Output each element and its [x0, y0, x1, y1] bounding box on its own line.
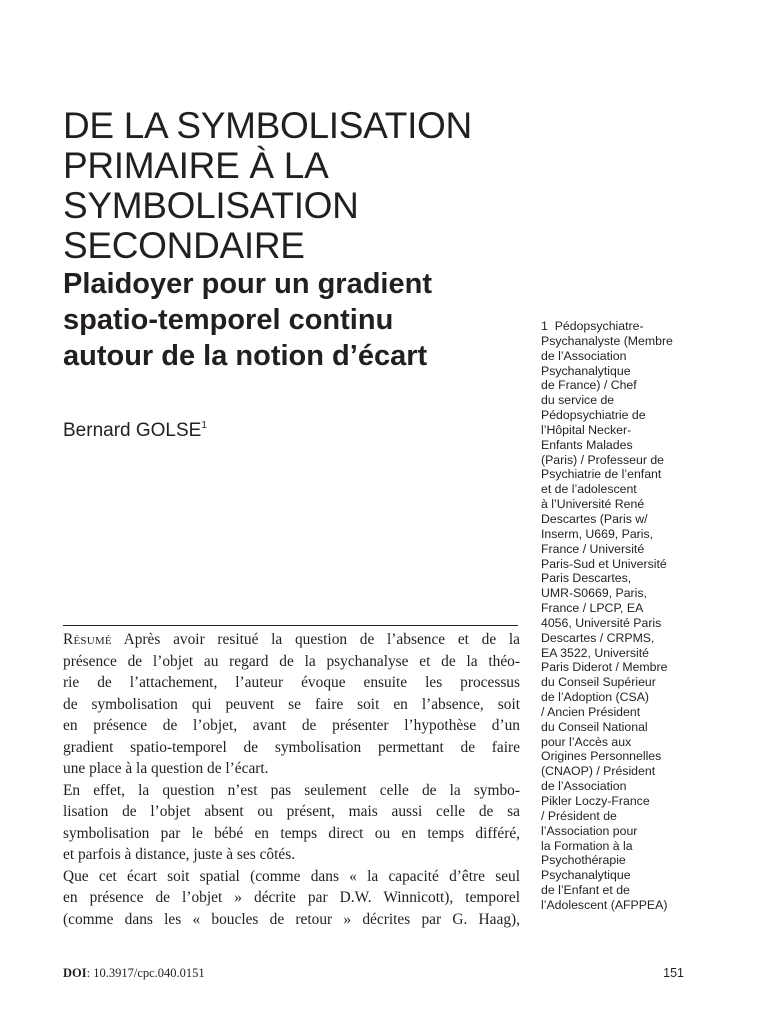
footnote-line: la Formation à la: [541, 838, 633, 853]
footnote-line: UMR-S0669, Paris,: [541, 586, 647, 601]
abstract-text: Après avoir resitué la question de l’absence et de la: [123, 631, 520, 648]
abstract-line: gradient spatio-temporel de symbolisation permettant de faire: [63, 738, 520, 756]
footnote-line: l’Association pour: [541, 823, 638, 838]
footnote-line: de France) / Chef: [541, 378, 637, 393]
footnote-line: l’Adolescent (AFPPEA): [541, 897, 668, 912]
title-line: PRIMAIRE À LA: [63, 145, 329, 186]
title-line: SECONDAIRE: [63, 225, 305, 266]
footnote-line: Paris Diderot / Membre: [541, 660, 668, 675]
footnote-line: du Conseil National: [541, 719, 648, 734]
footnote-marker: 1: [201, 420, 207, 431]
abstract-line: Que cet écart soit spatial (comme dans « la capacité d’être seul: [63, 867, 520, 885]
footnote-line: France / Université: [541, 541, 645, 556]
abstract-line: [63, 629, 520, 651]
footnote-number: 1: [541, 319, 548, 333]
subtitle-line: Plaidoyer pour un gradient: [63, 268, 432, 300]
footnote-text: Pédopsychiatre-: [554, 319, 644, 333]
article-subtitle: [63, 266, 533, 374]
footnote-line: France / LPCP, EA: [541, 601, 644, 616]
footnote-line: (Paris) / Professeur de: [541, 452, 665, 467]
abstract-line: rie de l’attachement, l’auteur évoque ensuite les processus: [63, 674, 520, 691]
footnote-line: à l’Université René: [541, 497, 645, 512]
footnote-line: Pédopsychiatrie de: [541, 408, 646, 423]
subtitle-line: autour de la notion d’écart: [63, 340, 428, 372]
abstract-line: présence de l’objet au regard de la psychanalyse et de la théo-: [63, 652, 520, 670]
footnote-line: / Ancien Président: [541, 704, 641, 719]
article-title: [63, 106, 533, 266]
footnote-line: Pikler Loczy-France: [541, 794, 650, 808]
footnote-line: de l’Association: [541, 779, 627, 794]
footnote-line: Psychanalyste (Membre: [541, 333, 673, 348]
abstract-divider: [63, 625, 518, 626]
footnote-line: / Président de: [541, 808, 617, 823]
footnote-line: Paris Descartes,: [541, 571, 632, 586]
footnote-line: du Conseil Supérieur: [541, 675, 656, 690]
author: [63, 414, 207, 443]
footnote-line: Descartes / CRPMS,: [541, 630, 655, 645]
doi-label: DOI: [63, 966, 87, 980]
footnote-line: et de l’adolescent: [541, 482, 637, 497]
subtitle-line: spatio-temporel continu: [63, 304, 394, 336]
abstract-line: une place à la question de l’écart.: [63, 760, 269, 777]
footnote-line: de l’Enfant et de: [541, 883, 630, 898]
title-line: SYMBOLISATION: [63, 185, 359, 226]
footnote-line: Paris-Sud et Université: [541, 556, 667, 571]
abstract-line: et parfois à distance, juste à ses côtés.: [63, 846, 296, 863]
page-number: 151: [663, 966, 684, 980]
footnote-line: de l’Adoption (CSA): [541, 690, 649, 705]
abstract: [63, 629, 520, 930]
footnote-line: EA 3522, Université: [541, 645, 649, 660]
abstract-line: de symbolisation qui peuvent se faire soit en l’absence, soit: [63, 695, 520, 713]
footnote-line: Psychanalytique: [541, 868, 631, 883]
footnote-line: Psychiatrie de l’enfant: [541, 467, 662, 482]
abstract-line: En effet, la question n’est pas seulement celle de la symbo-: [63, 781, 520, 799]
abstract-line: en présence de l’objet » décrite par D.W. Winnicott), temporel: [63, 889, 520, 906]
footnote-line: Origines Personnelles: [541, 749, 662, 764]
author-footnote: [541, 319, 691, 913]
footnote-line: pour l’Accès aux: [541, 734, 632, 749]
abstract-line: en présence de l’objet, avant de présenter l’hypothèse d’un: [63, 717, 520, 734]
abstract-line: lisation de l’objet absent ou présent, mais aussi celle de sa: [63, 803, 520, 820]
footnote-line: Descartes (Paris w/: [541, 511, 648, 526]
footnote-line: Inserm, U669, Paris,: [541, 526, 654, 541]
footnote-line: de l’Association: [541, 348, 627, 363]
footnote-line: [541, 319, 691, 334]
footnote-line: 4056, Université Paris: [541, 615, 662, 630]
abstract-line: symbolisation par le bébé en temps direct ou en temps différé,: [63, 824, 520, 842]
footnote-line: Enfants Malades: [541, 437, 633, 452]
abstract-line: (comme dans les « boucles de retour » décrites par G. Haag),: [63, 910, 520, 928]
footnote-line: l’Hôpital Necker-: [541, 422, 632, 437]
footnote-line: Psychanalytique: [541, 363, 631, 378]
doi-value: : 10.3917/cpc.040.0151: [86, 966, 205, 980]
abstract-label: Résumé: [63, 631, 112, 648]
footnote-line: (CNAOP) / Président: [541, 764, 656, 779]
author-name: Bernard GOLSE: [63, 420, 202, 441]
footnote-line: du service de: [541, 393, 615, 408]
title-line: DE LA SYMBOLISATION: [63, 105, 472, 146]
footnote-line: Psychothérapie: [541, 853, 626, 868]
doi: [63, 965, 205, 981]
